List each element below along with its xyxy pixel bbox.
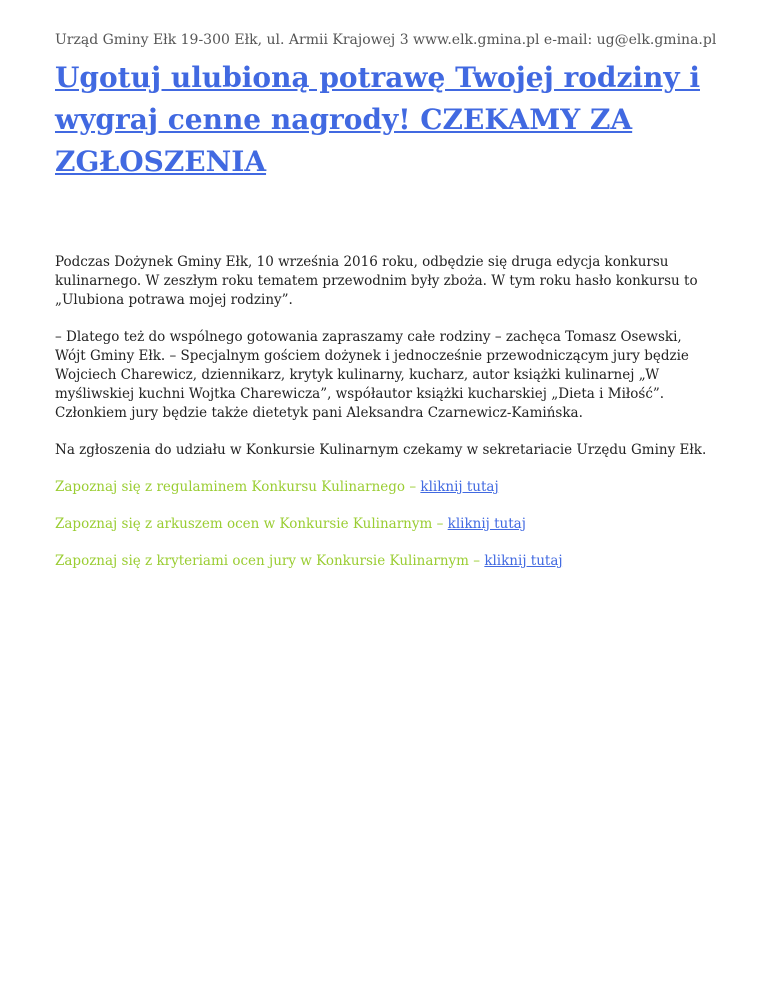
- regulations-link-line: [55, 478, 715, 497]
- criteria-link-line: [55, 552, 715, 571]
- article-title-link[interactable]: Ugotuj ulubioną potrawę Twojej rodziny i wygraj cenne nagrody! CZEKAMY ZA ZGŁOSZENIA: [55, 61, 700, 178]
- score-sheet-link-prefix: Zapoznaj się z arkuszem ocen w Konkursie Kulinarnym –: [55, 516, 448, 532]
- paragraph-submissions: Na zgłoszenia do udziału w Konkursie Kulinarnym czekamy w sekretariacie Urzędu Gminy Ełk.: [55, 442, 707, 458]
- score-sheet-link[interactable]: kliknij tutaj: [447, 516, 526, 532]
- score-sheet-link-line: [55, 515, 715, 534]
- criteria-link-prefix: Zapoznaj się z kryteriami ocen jury w Konkursie Kulinarnym –: [55, 553, 485, 569]
- paragraph-intro: Podczas Dożynek Gminy Ełk, 10 września 2016 roku, odbędzie się druga edycja konkursu kulinarnego. W zeszłym roku tematem przewodnim były zboża. W tym roku hasło konkursu to „Ulubiona potrawa mojej rodziny”.: [55, 254, 698, 308]
- regulations-link-prefix: Zapoznaj się z regulaminem Konkursu Kulinarnego –: [55, 479, 421, 495]
- regulations-link[interactable]: kliknij tutaj: [420, 479, 499, 495]
- article-body: [55, 253, 715, 571]
- criteria-link[interactable]: kliknij tutaj: [484, 553, 563, 569]
- paragraph-quote: – Dlatego też do wspólnego gotowania zapraszamy całe rodziny – zachęca Tomasz Osewski, Wójt Gminy Ełk. – Specjalnym gościem dożynek i jednocześnie przewodniczącym jury będzie Wojciech Charewicz, dziennikarz, krytyk kulinarny, kucharz, autor książki kulinarnej „W myśliwskiej kuchni Wojtka Charewicza”, współautor książki kucharskiej „Dieta i Miłość”. Członkiem jury będzie także dietetyk pani Aleksandra Czarnewicz-Kamińska.: [55, 329, 689, 421]
- document-page: [55, 0, 715, 589]
- header-contact-line: Urząd Gminy Ełk 19-300 Ełk, ul. Armii Krajowej 3 www.elk.gmina.pl e-mail: ug@elk.gmina.pl: [55, 32, 717, 48]
